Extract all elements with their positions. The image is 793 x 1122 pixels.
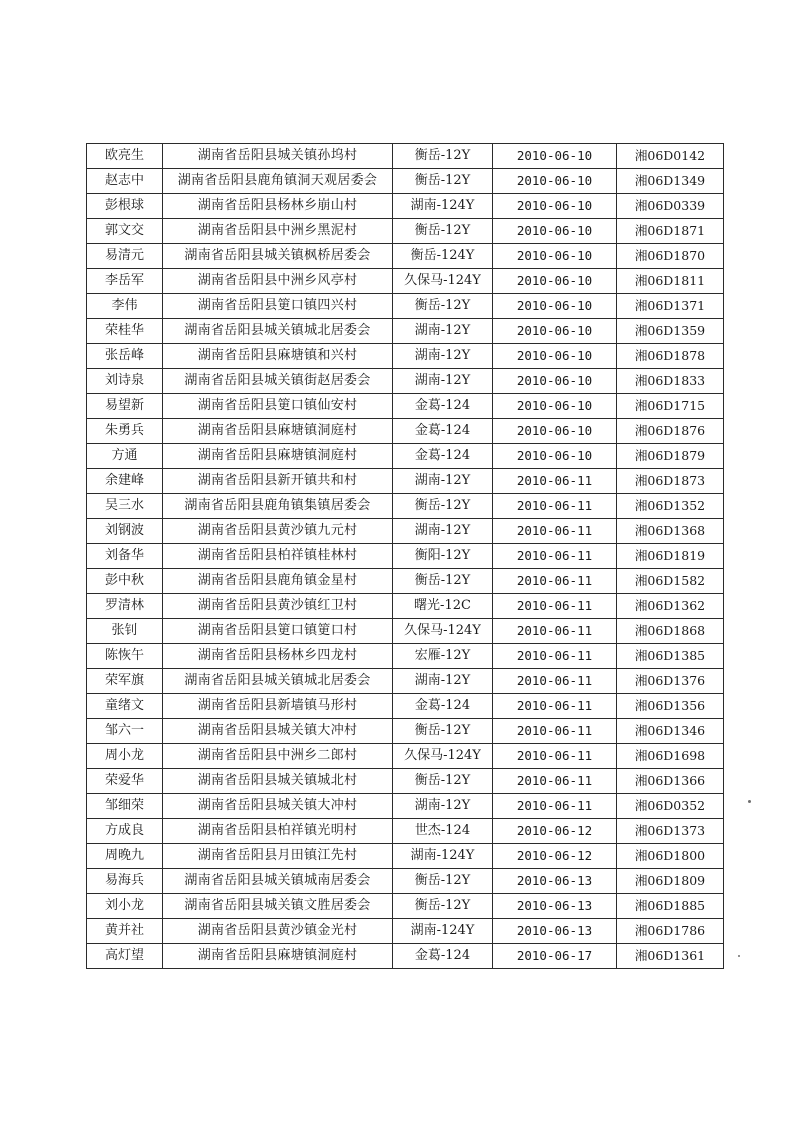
table-row <box>87 519 724 544</box>
machine-model-cell: 湖南-12Y <box>393 519 493 544</box>
plate-number-cell: 湘06D1786 <box>617 919 724 944</box>
date-cell: 2010-06-10 <box>493 194 617 219</box>
plate-number-cell: 湘06D1878 <box>617 344 724 369</box>
machine-model-cell: 衡岳-12Y <box>393 494 493 519</box>
date-cell: 2010-06-12 <box>493 819 617 844</box>
plate-number-cell: 湘06D1876 <box>617 419 724 444</box>
plate-number-cell: 湘06D1819 <box>617 544 724 569</box>
address-cell: 湖南省岳阳县城关镇城南居委会 <box>163 869 393 894</box>
machine-model-cell: 曙光-12C <box>393 594 493 619</box>
table-row <box>87 744 724 769</box>
date-cell: 2010-06-11 <box>493 644 617 669</box>
machine-model-cell: 宏雁-12Y <box>393 644 493 669</box>
date-cell: 2010-06-13 <box>493 919 617 944</box>
plate-number-cell: 湘06D1373 <box>617 819 724 844</box>
date-cell: 2010-06-10 <box>493 144 617 169</box>
machine-model-cell: 衡岳-12Y <box>393 719 493 744</box>
machine-model-cell: 久保马-124Y <box>393 744 493 769</box>
date-cell: 2010-06-17 <box>493 944 617 969</box>
address-cell: 湖南省岳阳县柏祥镇桂林村 <box>163 544 393 569</box>
plate-number-cell: 湘06D1359 <box>617 319 724 344</box>
owner-name-cell: 赵志中 <box>87 169 163 194</box>
address-cell: 湖南省岳阳县杨林乡四龙村 <box>163 644 393 669</box>
date-cell: 2010-06-11 <box>493 494 617 519</box>
date-cell: 2010-06-11 <box>493 669 617 694</box>
table-row <box>87 869 724 894</box>
table-row <box>87 844 724 869</box>
address-cell: 湖南省岳阳县城关镇大冲村 <box>163 719 393 744</box>
date-cell: 2010-06-10 <box>493 344 617 369</box>
address-cell: 湖南省岳阳县麻塘镇洞庭村 <box>163 444 393 469</box>
owner-name-cell: 荣桂华 <box>87 319 163 344</box>
table-row <box>87 694 724 719</box>
machine-model-cell: 衡岳-12Y <box>393 569 493 594</box>
machine-model-cell: 金葛-124 <box>393 444 493 469</box>
owner-name-cell: 刘备华 <box>87 544 163 569</box>
address-cell: 湖南省岳阳县中洲乡二郎村 <box>163 744 393 769</box>
owner-name-cell: 吴三水 <box>87 494 163 519</box>
machine-model-cell: 湖南-124Y <box>393 194 493 219</box>
table-row <box>87 319 724 344</box>
owner-name-cell: 易海兵 <box>87 869 163 894</box>
plate-number-cell: 湘06D1715 <box>617 394 724 419</box>
table-row <box>87 894 724 919</box>
plate-number-cell: 湘06D1811 <box>617 269 724 294</box>
table-row <box>87 544 724 569</box>
owner-name-cell: 周小龙 <box>87 744 163 769</box>
table-row <box>87 919 724 944</box>
plate-number-cell: 湘06D0352 <box>617 794 724 819</box>
address-cell: 湖南省岳阳县麻塘镇和兴村 <box>163 344 393 369</box>
date-cell: 2010-06-11 <box>493 769 617 794</box>
machine-model-cell: 金葛-124 <box>393 694 493 719</box>
machine-model-cell: 湖南-124Y <box>393 844 493 869</box>
owner-name-cell: 方通 <box>87 444 163 469</box>
table-row <box>87 944 724 969</box>
owner-name-cell: 张岳峰 <box>87 344 163 369</box>
owner-name-cell: 罗清林 <box>87 594 163 619</box>
owner-name-cell: 余建峰 <box>87 469 163 494</box>
machine-model-cell: 湖南-12Y <box>393 319 493 344</box>
plate-number-cell: 湘06D1800 <box>617 844 724 869</box>
owner-name-cell: 刘钢波 <box>87 519 163 544</box>
table-row <box>87 669 724 694</box>
machine-model-cell: 湖南-124Y <box>393 919 493 944</box>
table-row <box>87 819 724 844</box>
address-cell: 湖南省岳阳县新墙镇马形村 <box>163 694 393 719</box>
table-row <box>87 269 724 294</box>
address-cell: 湖南省岳阳县麻塘镇洞庭村 <box>163 419 393 444</box>
address-cell: 湖南省岳阳县黄沙镇九元村 <box>163 519 393 544</box>
address-cell: 湖南省岳阳县鹿角镇洞天观居委会 <box>163 169 393 194</box>
owner-name-cell: 郭文交 <box>87 219 163 244</box>
owner-name-cell: 邹细荣 <box>87 794 163 819</box>
address-cell: 湖南省岳阳县筻口镇仙安村 <box>163 394 393 419</box>
machine-model-cell: 久保马-124Y <box>393 269 493 294</box>
date-cell: 2010-06-10 <box>493 444 617 469</box>
table-row <box>87 244 724 269</box>
table-row <box>87 494 724 519</box>
machine-model-cell: 湖南-12Y <box>393 344 493 369</box>
table-row <box>87 194 724 219</box>
machine-model-cell: 湖南-12Y <box>393 794 493 819</box>
address-cell: 湖南省岳阳县黄沙镇红卫村 <box>163 594 393 619</box>
date-cell: 2010-06-10 <box>493 419 617 444</box>
registry-table-body <box>87 144 724 969</box>
owner-name-cell: 陈恢午 <box>87 644 163 669</box>
plate-number-cell: 湘06D1879 <box>617 444 724 469</box>
address-cell: 湖南省岳阳县筻口镇四兴村 <box>163 294 393 319</box>
plate-number-cell: 湘06D1376 <box>617 669 724 694</box>
address-cell: 湖南省岳阳县城关镇大冲村 <box>163 794 393 819</box>
machine-model-cell: 衡岳-12Y <box>393 219 493 244</box>
date-cell: 2010-06-13 <box>493 869 617 894</box>
address-cell: 湖南省岳阳县麻塘镇洞庭村 <box>163 944 393 969</box>
date-cell: 2010-06-11 <box>493 719 617 744</box>
table-row <box>87 444 724 469</box>
address-cell: 湖南省岳阳县鹿角镇金星村 <box>163 569 393 594</box>
address-cell: 湖南省岳阳县筻口镇筻口村 <box>163 619 393 644</box>
date-cell: 2010-06-10 <box>493 269 617 294</box>
date-cell: 2010-06-10 <box>493 169 617 194</box>
owner-name-cell: 易清元 <box>87 244 163 269</box>
table-row <box>87 794 724 819</box>
owner-name-cell: 刘诗泉 <box>87 369 163 394</box>
machine-model-cell: 衡岳-12Y <box>393 169 493 194</box>
date-cell: 2010-06-12 <box>493 844 617 869</box>
owner-name-cell: 张钊 <box>87 619 163 644</box>
table-row <box>87 394 724 419</box>
address-cell: 湖南省岳阳县城关镇孙坞村 <box>163 144 393 169</box>
scan-speck <box>738 955 740 957</box>
machine-model-cell: 世杰-124 <box>393 819 493 844</box>
date-cell: 2010-06-10 <box>493 294 617 319</box>
machine-model-cell: 衡岳-12Y <box>393 294 493 319</box>
date-cell: 2010-06-11 <box>493 744 617 769</box>
plate-number-cell: 湘06D1809 <box>617 869 724 894</box>
owner-name-cell: 刘小龙 <box>87 894 163 919</box>
plate-number-cell: 湘06D0142 <box>617 144 724 169</box>
table-row <box>87 419 724 444</box>
address-cell: 湖南省岳阳县城关镇枫桥居委会 <box>163 244 393 269</box>
date-cell: 2010-06-11 <box>493 694 617 719</box>
address-cell: 湖南省岳阳县月田镇江先村 <box>163 844 393 869</box>
plate-number-cell: 湘06D1698 <box>617 744 724 769</box>
address-cell: 湖南省岳阳县城关镇城北居委会 <box>163 669 393 694</box>
machine-model-cell: 湖南-12Y <box>393 469 493 494</box>
machine-model-cell: 衡阳-12Y <box>393 544 493 569</box>
machine-model-cell: 衡岳-12Y <box>393 769 493 794</box>
date-cell: 2010-06-11 <box>493 544 617 569</box>
table-row <box>87 569 724 594</box>
table-row <box>87 769 724 794</box>
address-cell: 湖南省岳阳县柏祥镇光明村 <box>163 819 393 844</box>
plate-number-cell: 湘06D1868 <box>617 619 724 644</box>
owner-name-cell: 彭根球 <box>87 194 163 219</box>
owner-name-cell: 彭中秋 <box>87 569 163 594</box>
machine-model-cell: 湖南-12Y <box>393 369 493 394</box>
table-row <box>87 219 724 244</box>
table-row <box>87 619 724 644</box>
date-cell: 2010-06-11 <box>493 469 617 494</box>
machine-model-cell: 衡岳-124Y <box>393 244 493 269</box>
table-row <box>87 719 724 744</box>
table-row <box>87 169 724 194</box>
date-cell: 2010-06-10 <box>493 219 617 244</box>
owner-name-cell: 李伟 <box>87 294 163 319</box>
date-cell: 2010-06-13 <box>493 894 617 919</box>
address-cell: 湖南省岳阳县城关镇街赵居委会 <box>163 369 393 394</box>
address-cell: 湖南省岳阳县鹿角镇集镇居委会 <box>163 494 393 519</box>
plate-number-cell: 湘06D1833 <box>617 369 724 394</box>
address-cell: 湖南省岳阳县中洲乡风亭村 <box>163 269 393 294</box>
plate-number-cell: 湘06D1366 <box>617 769 724 794</box>
owner-name-cell: 荣军旗 <box>87 669 163 694</box>
date-cell: 2010-06-11 <box>493 569 617 594</box>
address-cell: 湖南省岳阳县新开镇共和村 <box>163 469 393 494</box>
owner-name-cell: 李岳军 <box>87 269 163 294</box>
plate-number-cell: 湘06D1349 <box>617 169 724 194</box>
plate-number-cell: 湘06D0339 <box>617 194 724 219</box>
date-cell: 2010-06-11 <box>493 594 617 619</box>
plate-number-cell: 湘06D1885 <box>617 894 724 919</box>
date-cell: 2010-06-11 <box>493 794 617 819</box>
date-cell: 2010-06-11 <box>493 619 617 644</box>
plate-number-cell: 湘06D1871 <box>617 219 724 244</box>
machine-model-cell: 金葛-124 <box>393 419 493 444</box>
owner-name-cell: 朱勇兵 <box>87 419 163 444</box>
plate-number-cell: 湘06D1371 <box>617 294 724 319</box>
owner-name-cell: 荣爱华 <box>87 769 163 794</box>
plate-number-cell: 湘06D1368 <box>617 519 724 544</box>
plate-number-cell: 湘06D1352 <box>617 494 724 519</box>
table-row <box>87 294 724 319</box>
plate-number-cell: 湘06D1870 <box>617 244 724 269</box>
date-cell: 2010-06-10 <box>493 319 617 344</box>
owner-name-cell: 周晚九 <box>87 844 163 869</box>
plate-number-cell: 湘06D1873 <box>617 469 724 494</box>
owner-name-cell: 欧亮生 <box>87 144 163 169</box>
address-cell: 湖南省岳阳县杨林乡崩山村 <box>163 194 393 219</box>
address-cell: 湖南省岳阳县城关镇城北居委会 <box>163 319 393 344</box>
machine-model-cell: 衡岳-12Y <box>393 894 493 919</box>
machine-model-cell: 金葛-124 <box>393 394 493 419</box>
address-cell: 湖南省岳阳县城关镇文胜居委会 <box>163 894 393 919</box>
machine-model-cell: 久保马-124Y <box>393 619 493 644</box>
plate-number-cell: 湘06D1385 <box>617 644 724 669</box>
scan-speck <box>748 800 751 803</box>
table-row <box>87 144 724 169</box>
table-row <box>87 369 724 394</box>
table-row <box>87 469 724 494</box>
date-cell: 2010-06-10 <box>493 394 617 419</box>
plate-number-cell: 湘06D1582 <box>617 569 724 594</box>
table-row <box>87 644 724 669</box>
machine-model-cell: 衡岳-12Y <box>393 144 493 169</box>
owner-name-cell: 易望新 <box>87 394 163 419</box>
machine-model-cell: 金葛-124 <box>393 944 493 969</box>
date-cell: 2010-06-10 <box>493 369 617 394</box>
address-cell: 湖南省岳阳县黄沙镇金光村 <box>163 919 393 944</box>
table-row <box>87 594 724 619</box>
owner-name-cell: 高灯望 <box>87 944 163 969</box>
address-cell: 湖南省岳阳县中洲乡黑泥村 <box>163 219 393 244</box>
plate-number-cell: 湘06D1362 <box>617 594 724 619</box>
machine-model-cell: 湖南-12Y <box>393 669 493 694</box>
date-cell: 2010-06-10 <box>493 244 617 269</box>
owner-name-cell: 方成良 <box>87 819 163 844</box>
date-cell: 2010-06-11 <box>493 519 617 544</box>
machine-model-cell: 衡岳-12Y <box>393 869 493 894</box>
address-cell: 湖南省岳阳县城关镇城北村 <box>163 769 393 794</box>
plate-number-cell: 湘06D1361 <box>617 944 724 969</box>
owner-name-cell: 黄并社 <box>87 919 163 944</box>
registry-table <box>86 143 724 969</box>
owner-name-cell: 邹六一 <box>87 719 163 744</box>
plate-number-cell: 湘06D1356 <box>617 694 724 719</box>
plate-number-cell: 湘06D1346 <box>617 719 724 744</box>
owner-name-cell: 童绪文 <box>87 694 163 719</box>
table-row <box>87 344 724 369</box>
